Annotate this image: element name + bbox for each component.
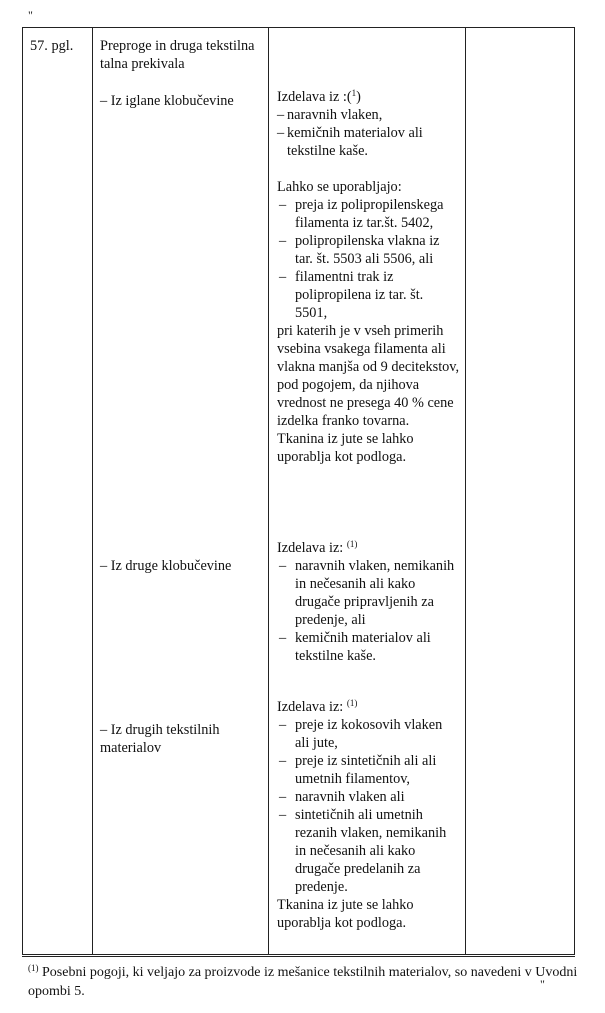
row-3-rule-tail: Tkanina iz jute se lahko uporablja kot podloga.: [277, 897, 414, 931]
row-1-rule: [277, 88, 462, 466]
row-1-rule-list: [277, 106, 462, 160]
opening-quote-mark: ": [28, 8, 33, 22]
footnote-text: Posebni pogoji, ki veljajo za proizvode iz mešanice tekstilnih materialov, so navedeni v Uvodni opombi 5.: [28, 965, 578, 999]
list-item: – polipropilenska vlakna iz tar. št. 5503 ali 5506, ali: [277, 232, 447, 268]
row-2-rule: [277, 539, 462, 665]
list-item: – preje iz kokosovih vlaken ali jute,: [277, 716, 457, 752]
list-item: – kemičnih materialov ali tekstilne kaše.: [277, 124, 462, 160]
row-2-rule-intro: Izdelava iz: $^{(1)}$: [277, 539, 358, 556]
row-1-extra-text: pri katerih je v vseh primerih vsebina vsakega filamenta ali vlakna manjša od 9 decitekstov, pod pogojem, da njihova vrednost ne presega 40 % cene izdelka franko tovarna.: [277, 323, 460, 429]
list-item: – naravnih vlaken, nemikanih in nečesanih ali kako drugače pripravljenih za predenje, ali: [277, 557, 457, 629]
table-bottom-rule: [22, 956, 575, 957]
row-1-label: – Iz iglane klobučevine: [100, 93, 234, 109]
row-2-label: – Iz druge klobučevine: [100, 558, 232, 574]
column-divider-1: [92, 27, 93, 955]
footnote: [28, 963, 588, 1001]
row-3-rule-intro: Izdelava iz: $^{(1)}$: [277, 698, 358, 715]
list-item: – naravnih vlaken ali: [277, 788, 457, 806]
row-1-extra-list: [277, 196, 447, 322]
description-title: Preproge in druga tekstilna talna prekivala: [100, 38, 255, 72]
list-item: – sintetičnih ali umetnih rezanih vlaken, nemikanih in nečesanih ali kako drugače predelanih za predenje.: [277, 806, 457, 896]
list-item: – kemičnih materialov ali tekstilne kaše.: [277, 629, 457, 665]
column-divider-2: [268, 27, 269, 955]
column-divider-3: [465, 27, 466, 955]
row-3-label: – Iz drugih tekstilnih materialov: [100, 722, 220, 756]
list-item: – filamentni trak iz polipropilena iz tar. št. 5501,: [277, 268, 447, 322]
row-3-rule-list: [277, 716, 457, 896]
row-3-rule: [277, 698, 462, 932]
chapter-cell: 57. pgl.: [30, 38, 74, 54]
row-2-rule-list: [277, 557, 457, 665]
list-item: – preja iz polipropilenskega filamenta iz tar.št. 5402,: [277, 196, 447, 232]
list-item: – naravnih vlaken,: [277, 106, 462, 124]
footnote-marker: (1): [28, 963, 39, 973]
list-item: – preje iz sintetičnih ali ali umetnih filamentov,: [277, 752, 457, 788]
closing-quote-mark: ": [540, 977, 545, 991]
row-1-extra-tail: Tkanina iz jute se lahko uporablja kot podloga.: [277, 431, 414, 465]
row-1-extra-intro: Lahko se uporabljajo:: [277, 179, 402, 195]
row-1-rule-intro: Izdelava iz :($^1$): [277, 88, 361, 105]
